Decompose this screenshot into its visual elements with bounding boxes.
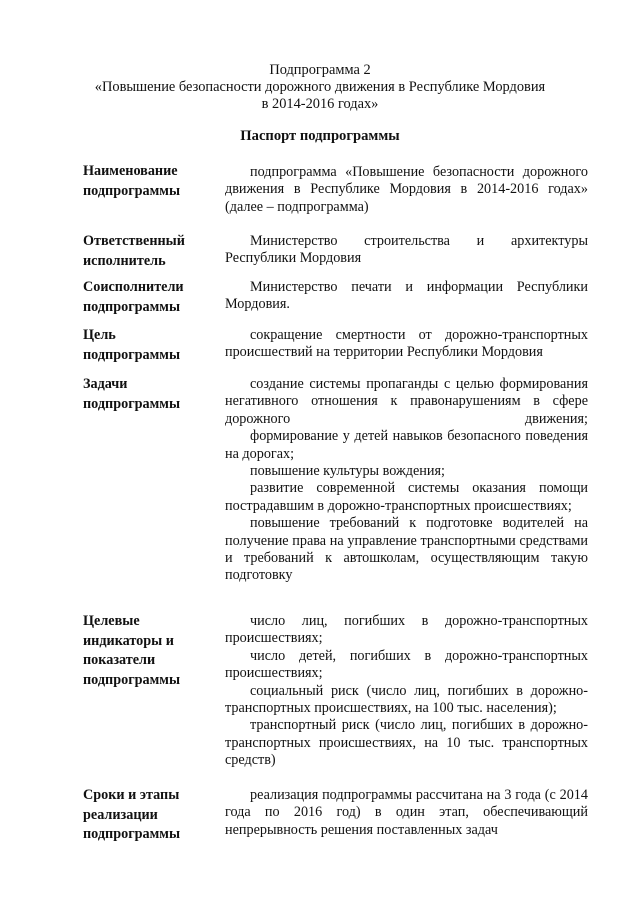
row-paragraph: Министерство печати и информации Республики Мордовия. [225,279,588,313]
row-label: Целевые индикаторы и показатели подпрограммы [83,613,181,688]
row-value [225,279,588,314]
row-paragraph: повышение культуры вождения; [250,463,445,480]
subprogram-name: «Повышение безопасности дорожного движения в Республике Мордовия [94,79,546,95]
row-value [225,164,588,216]
passport-title: Паспорт подпрограммы [240,128,400,144]
row-paragraph: Министерство строительства и архитектуры Республики Мордовия [225,233,588,267]
row-paragraph: социальный риск (число лиц, погибших в дорожно-транспортных происшествиях, на 100 тыс. населения); [225,682,588,717]
row-value [225,327,588,362]
subprogram-number: Подпрограмма 2 [269,62,371,78]
row-paragraph: формирование у детей навыков безопасного поведения на дорогах; [225,428,588,462]
subprogram-years: в 2014-2016 годах» [261,96,379,112]
subprogram-heading [0,62,640,113]
row-paragraph: развитие современной системы оказания помощи пострадавшим в дорожно-транспортных происшествиях; [225,480,588,514]
row-paragraph: создание системы пропаганды с целью формирования негативного отношения к правонарушениям в сфере дорожного движения; [225,376,588,427]
row-label: Ответственный исполнитель [83,233,185,269]
row-label: Наименование подпрограммы [83,163,181,199]
row-paragraph: повышение требований к подготовке водителей на получение права на управление транспортными средствами и требований к автошколам, осуществляющим такую подготовку [225,515,588,584]
row-value [225,787,588,839]
row-value [225,233,588,268]
row-label: Задачи подпрограммы [83,376,181,412]
row-paragraph: сокращение смертности от дорожно-транспортных происшествий на территории Республики Мордовия [225,327,588,361]
row-value [225,376,588,585]
row-paragraph: число детей, погибших в дорожно-транспортных происшествиях; [225,647,588,682]
row-paragraph: подпрограмма «Повышение безопасности дорожного движения в Республике Мордовия в 2014-2016 годах» (далее – подпрограмма) [225,164,588,215]
row-value [225,613,588,770]
row-paragraph: реализация подпрограммы рассчитана на 3 года (с 2014 года по 2016 год) в один этап, обеспечивающий непрерывность решения поставленных задач [225,787,588,838]
row-label: Цель подпрограммы [83,327,181,363]
row-label: Сроки и этапы реализации подпрограммы [83,787,181,842]
row-paragraph: число лиц, погибших в дорожно-транспортных происшествиях; [225,613,588,647]
row-label: Соисполнители подпрограммы [83,279,184,315]
row-paragraph: транспортный риск (число лиц, погибших в дорожно-транспортных происшествиях, на 10 тыс. транспортных средств) [225,717,588,769]
